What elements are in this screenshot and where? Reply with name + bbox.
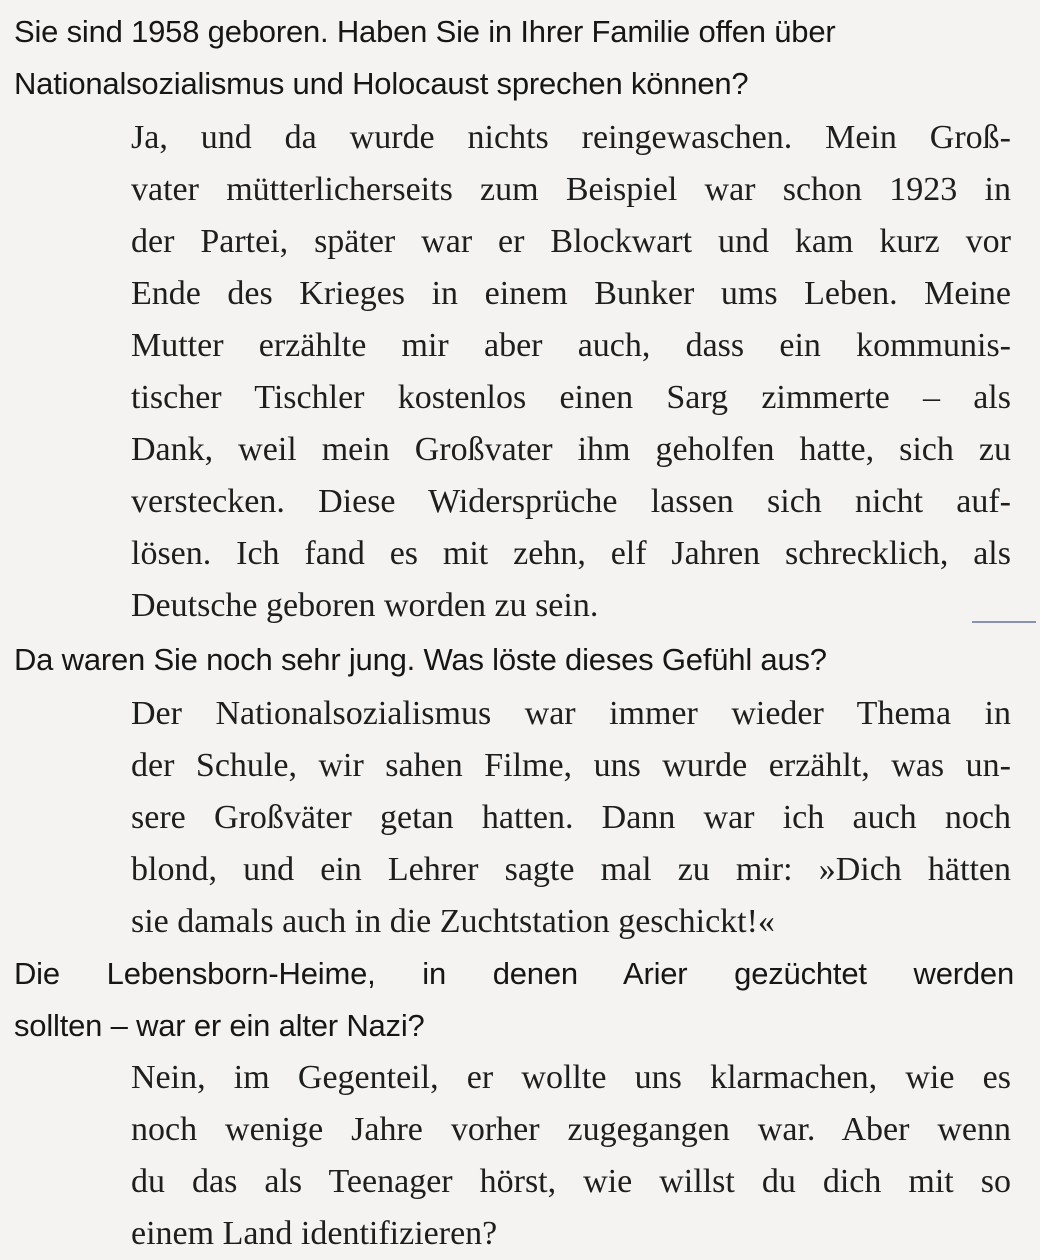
question-2 (14, 634, 1014, 686)
answer-line: vater mütterlicherseits zum Beispiel war schon 1923 in (131, 171, 1011, 208)
question-line: Sie sind 1958 geboren. Haben Sie in Ihrer Familie offen über (14, 14, 836, 49)
pen-mark (972, 621, 1036, 623)
answer-1 (131, 112, 1011, 632)
answer-line: Ja, und da wurde nichts reingewaschen. Mein Groß- (131, 119, 1011, 156)
answer-line: blond, und ein Lehrer sagte mal zu mir: »Dich hätten (131, 851, 1011, 888)
answer-line: tischer Tischler kostenlos einen Sarg zimmerte – als (131, 379, 1011, 416)
answer-line: lösen. Ich fand es mit zehn, elf Jahren schrecklich, als (131, 535, 1011, 572)
answer-line: Ende des Krieges in einem Bunker ums Leben. Meine (131, 275, 1011, 312)
answer-line: Nein, im Gegenteil, er wollte uns klarmachen, wie es (131, 1059, 1011, 1096)
question-1 (14, 6, 1014, 110)
answer-line: noch wenige Jahre vorher zugegangen war. Aber wenn (131, 1111, 1011, 1148)
answer-line: verstecken. Diese Widersprüche lassen sich nicht auf- (131, 483, 1011, 520)
answer-line: du das als Teenager hörst, wie willst du dich mit so (131, 1163, 1011, 1200)
question-line: Nationalsozialismus und Holocaust sprechen können? (14, 66, 749, 101)
question-line: Die Lebensborn-Heime, in denen Arier gezüchtet werden (14, 956, 1014, 991)
question-line: Da waren Sie noch sehr jung. Was löste dieses Gefühl aus? (14, 642, 827, 677)
question-3 (14, 948, 1014, 1052)
answer-line: der Partei, später war er Blockwart und kam kurz vor (131, 223, 1011, 260)
answer-line: Mutter erzählte mir aber auch, dass ein kommunis- (131, 327, 1011, 364)
answer-line: Dank, weil mein Großvater ihm geholfen hatte, sich zu (131, 431, 1011, 468)
answer-2 (131, 688, 1011, 948)
answer-line: einem Land identifizieren? (131, 1215, 498, 1252)
answer-line: sere Großväter getan hatten. Dann war ich auch noch (131, 799, 1011, 836)
question-line: sollten – war er ein alter Nazi? (14, 1008, 425, 1043)
answer-line: der Schule, wir sahen Filme, uns wurde erzählt, was un- (131, 747, 1011, 784)
answer-line: sie damals auch in die Zuchtstation geschickt!« (131, 903, 775, 940)
answer-line: Der Nationalsozialismus war immer wieder Thema in (131, 695, 1011, 732)
answer-line: Deutsche geboren worden zu sein. (131, 587, 599, 624)
answer-3 (131, 1052, 1011, 1260)
